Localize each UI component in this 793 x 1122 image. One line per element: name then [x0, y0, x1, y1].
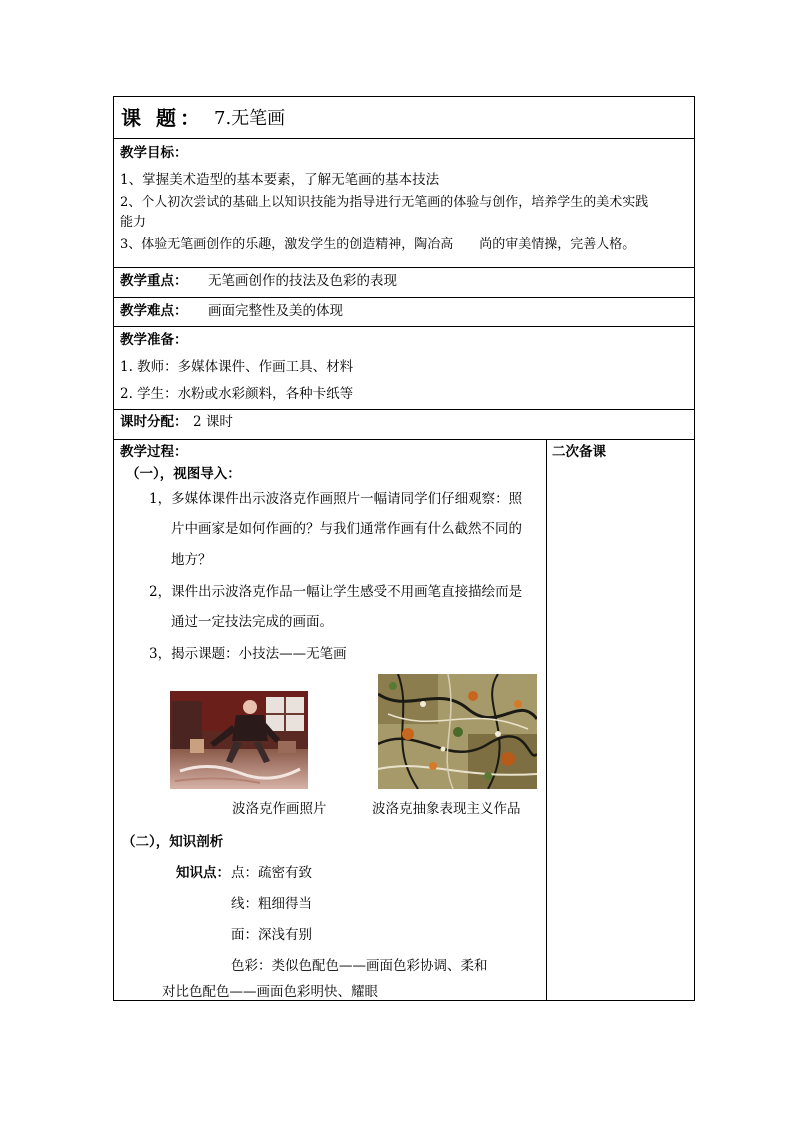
knowledge-point: 面：深浅有别 [231, 927, 312, 943]
process-step: 1，多媒体课件出示波洛克作画照片一幅请同学们仔细观察：照 [149, 491, 523, 507]
objective-item: 能力 [120, 215, 147, 230]
key-points-text: 无笔画创作的技法及色彩的表现 [208, 273, 397, 289]
process-step: 地方？ [171, 552, 212, 568]
column-divider [546, 439, 547, 1001]
process-step: 通过一定技法完成的画面。 [171, 614, 333, 630]
row-divider [113, 267, 694, 268]
row-divider [113, 297, 694, 298]
process-heading: 教学过程： [120, 444, 188, 460]
objective-item: 1、掌握美术造型的基本要素，了解无笔画的基本技法 [120, 172, 440, 188]
objectives-heading: 教学目标： [120, 145, 188, 161]
title-label: 课 题： [121, 106, 204, 130]
knowledge-point: 色彩：类似色配色——画面色彩协调、柔和 [231, 958, 488, 974]
key-points-label: 教学重点： [120, 273, 188, 289]
second-preparation-heading: 二次备课 [552, 444, 606, 460]
difficulties-text: 画面完整性及美的体现 [208, 303, 343, 319]
objective-item: 2、个人初次尝试的基础上以知识技能为指导进行无笔画的体验与创作，培养学生的美术实践 [120, 195, 649, 210]
knowledge-point: 线：粗细得当 [231, 896, 312, 912]
row-divider [113, 138, 694, 139]
pollock-painting-photo [170, 691, 308, 789]
hours-text: 2 课时 [193, 414, 233, 430]
hours-label: 课时分配： [120, 414, 188, 430]
section-title: （二），知识剖析 [122, 834, 224, 850]
knowledge-points-label: 知识点： [176, 865, 230, 881]
preparation-item: 2. 学生：水粉或水彩颜料，各种卡纸等 [120, 386, 354, 402]
artwork-caption: 波洛克抽象表现主义作品 [372, 801, 521, 817]
row-divider [113, 326, 694, 327]
process-step: 3，揭示课题：小技法——无笔画 [149, 646, 347, 662]
preparation-item: 1. 教师：多媒体课件、作画工具、材料 [120, 359, 354, 375]
row-divider [113, 439, 694, 440]
row-divider [113, 409, 694, 410]
photo-caption: 波洛克作画照片 [232, 801, 327, 817]
objective-item: 3、体验无笔画创作的乐趣，激发学生的创造精神，陶冶高 尚的审美情操，完善人格。 [120, 237, 636, 252]
knowledge-point: 点：疏密有致 [231, 865, 312, 881]
knowledge-point: 对比色配色——画面色彩明快、耀眼 [162, 984, 378, 1000]
process-step: 2，课件出示波洛克作品一幅让学生感受不用画笔直接描绘而是 [149, 584, 523, 600]
preparation-heading: 教学准备： [120, 332, 188, 348]
page-title: 7.无笔画 [214, 108, 286, 129]
section-title: （一），视图导入： [126, 466, 241, 482]
process-step: 片中画家是如何作画的？与我们通常作画有什么截然不同的 [171, 521, 522, 537]
difficulties-label: 教学难点： [120, 303, 188, 319]
pollock-abstract-artwork [378, 674, 537, 789]
